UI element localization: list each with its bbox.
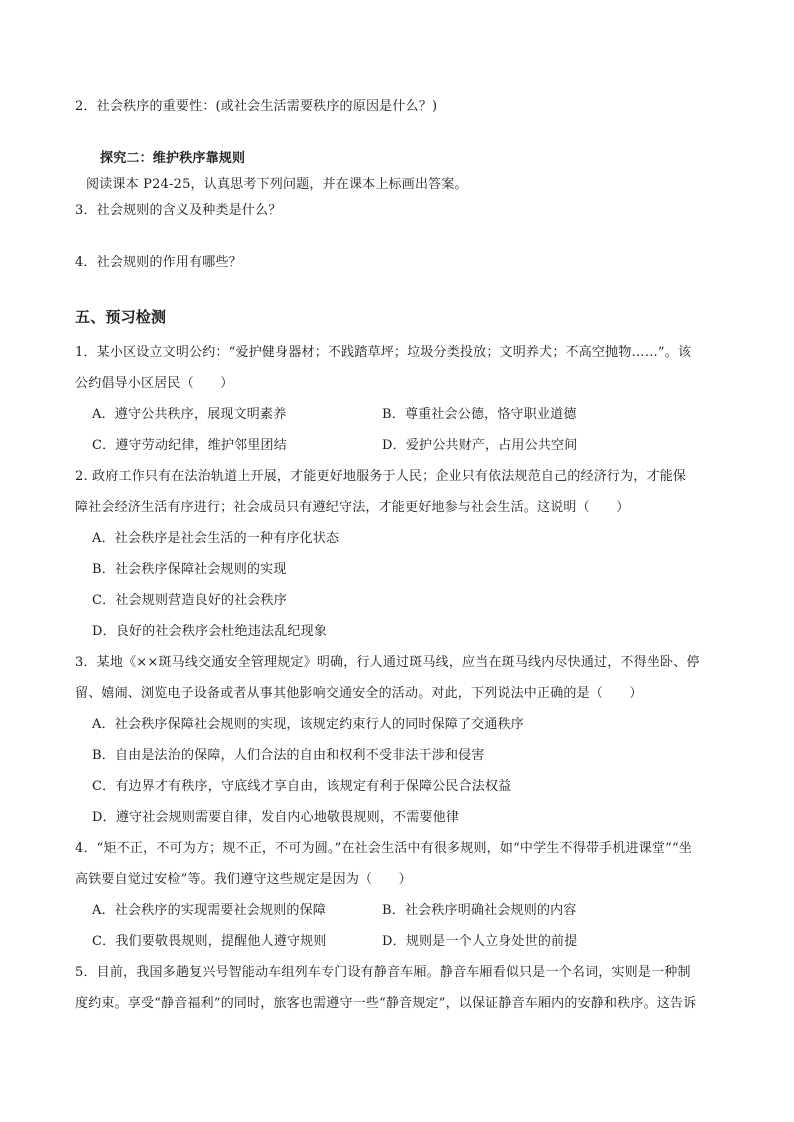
q4-option-d: D．规则是一个人立身处世的前提 <box>382 934 578 949</box>
q4-option-c: C．我们要敬畏规则，提醒他人遵守规则 <box>92 934 327 949</box>
q5-stem-line1: 5．目前，我国多趟复兴号智能动车组列车专门设有静音车厢。静音车厢看似只是一个名词，实则是一种制 <box>75 965 691 980</box>
q3-stem-line1: 3．某地《××斑马线交通安全管理规定》明确，行人通过斑马线，应当在斑马线内尽快通过，不得坐卧、停 <box>75 655 700 670</box>
explore-2-title: 探究二：维护秩序靠规则 <box>100 151 246 166</box>
q4-stem-line1: 4．“矩不正，不可为方；规不正，不可为圆。”在社会生活中有很多规则，如“中学生不得带手机进课堂”“坐 <box>75 841 693 856</box>
q3-option-d: D．遵守社会规则需要自律，发自内心地敬畏规则，不需要他律 <box>92 810 460 825</box>
q1-stem-line2: 公约倡导小区居民（ ） <box>75 376 234 391</box>
q1-option-a: A．遵守公共秩序，展现文明素养 <box>92 407 287 422</box>
q3-option-c: C．有边界才有秩序，守底线才享自由，该规定有利于保障公民合法权益 <box>92 779 512 794</box>
q2-option-a: A．社会秩序是社会生活的一种有序化状态 <box>92 531 340 546</box>
q2-option-b: B．社会秩序保障社会规则的实现 <box>92 562 287 577</box>
q4-stem-line2: 高铁要自觉过安检”等。我们遵守这些规定是因为（ ） <box>75 872 412 887</box>
q3-option-b: B．自由是法治的保障，人们合法的自由和权利不受非法干涉和侵害 <box>92 748 485 763</box>
q2-stem-line2: 障社会经济生活有序进行；社会成员只有遵纪守法，才能更好地参与社会生活。这说明（ ） <box>75 500 630 515</box>
q3-option-a: A．社会秩序保障社会规则的实现，该规定约束行人的同时保障了交通秩序 <box>92 717 524 732</box>
q5-stem-line2: 度约束。享受“静音福利”的同时，旅客也需遵守一些“静音规定”，以保证静音车厢内的安静和秩序。这告诉 <box>75 996 697 1011</box>
q2-option-d: D．良好的社会秩序会杜绝违法乱纪现象 <box>92 624 328 639</box>
reading-instruction: 阅读课本 P24-25，认真思考下列问题，并在课本上标画出答案。 <box>86 177 468 192</box>
q2-option-c: C．社会规则营造良好的社会秩序 <box>92 593 287 608</box>
q1-option-d: D．爱护公共财产，占用公共空间 <box>382 438 578 453</box>
question-3-rules: 3．社会规则的含义及种类是什么？ <box>75 203 282 218</box>
q2-stem-line1: 2. 政府工作只有在法治轨道上开展，才能更好地服务于人民；企业只有依法规范自己的经济行为，才能保 <box>75 469 687 484</box>
q4-option-b: B．社会秩序明确社会规则的内容 <box>382 903 577 918</box>
section-5-title: 五、预习检测 <box>75 308 167 326</box>
q4-option-a: A．社会秩序的实现需要社会规则的保障 <box>92 903 326 918</box>
q1-stem-line1: 1．某小区设立文明公约：“爱护健身器材；不践踏草坪；垃圾分类投放；文明养犬；不高空抛物……”。该 <box>75 345 692 360</box>
question-2-importance: 2．社会秩序的重要性：(或社会生活需要秩序的原因是什么？) <box>75 99 438 114</box>
q1-option-c: C．遵守劳动纪律，维护邻里团结 <box>92 438 287 453</box>
question-4-rules-role: 4．社会规则的作用有哪些？ <box>75 255 242 270</box>
q3-stem-line2: 留、嬉闹、浏览电子设备或者从事其他影响交通安全的活动。对此，下列说法中正确的是（ ） <box>75 686 643 701</box>
q1-option-b: B．尊重社会公德，恪守职业道德 <box>382 407 577 422</box>
